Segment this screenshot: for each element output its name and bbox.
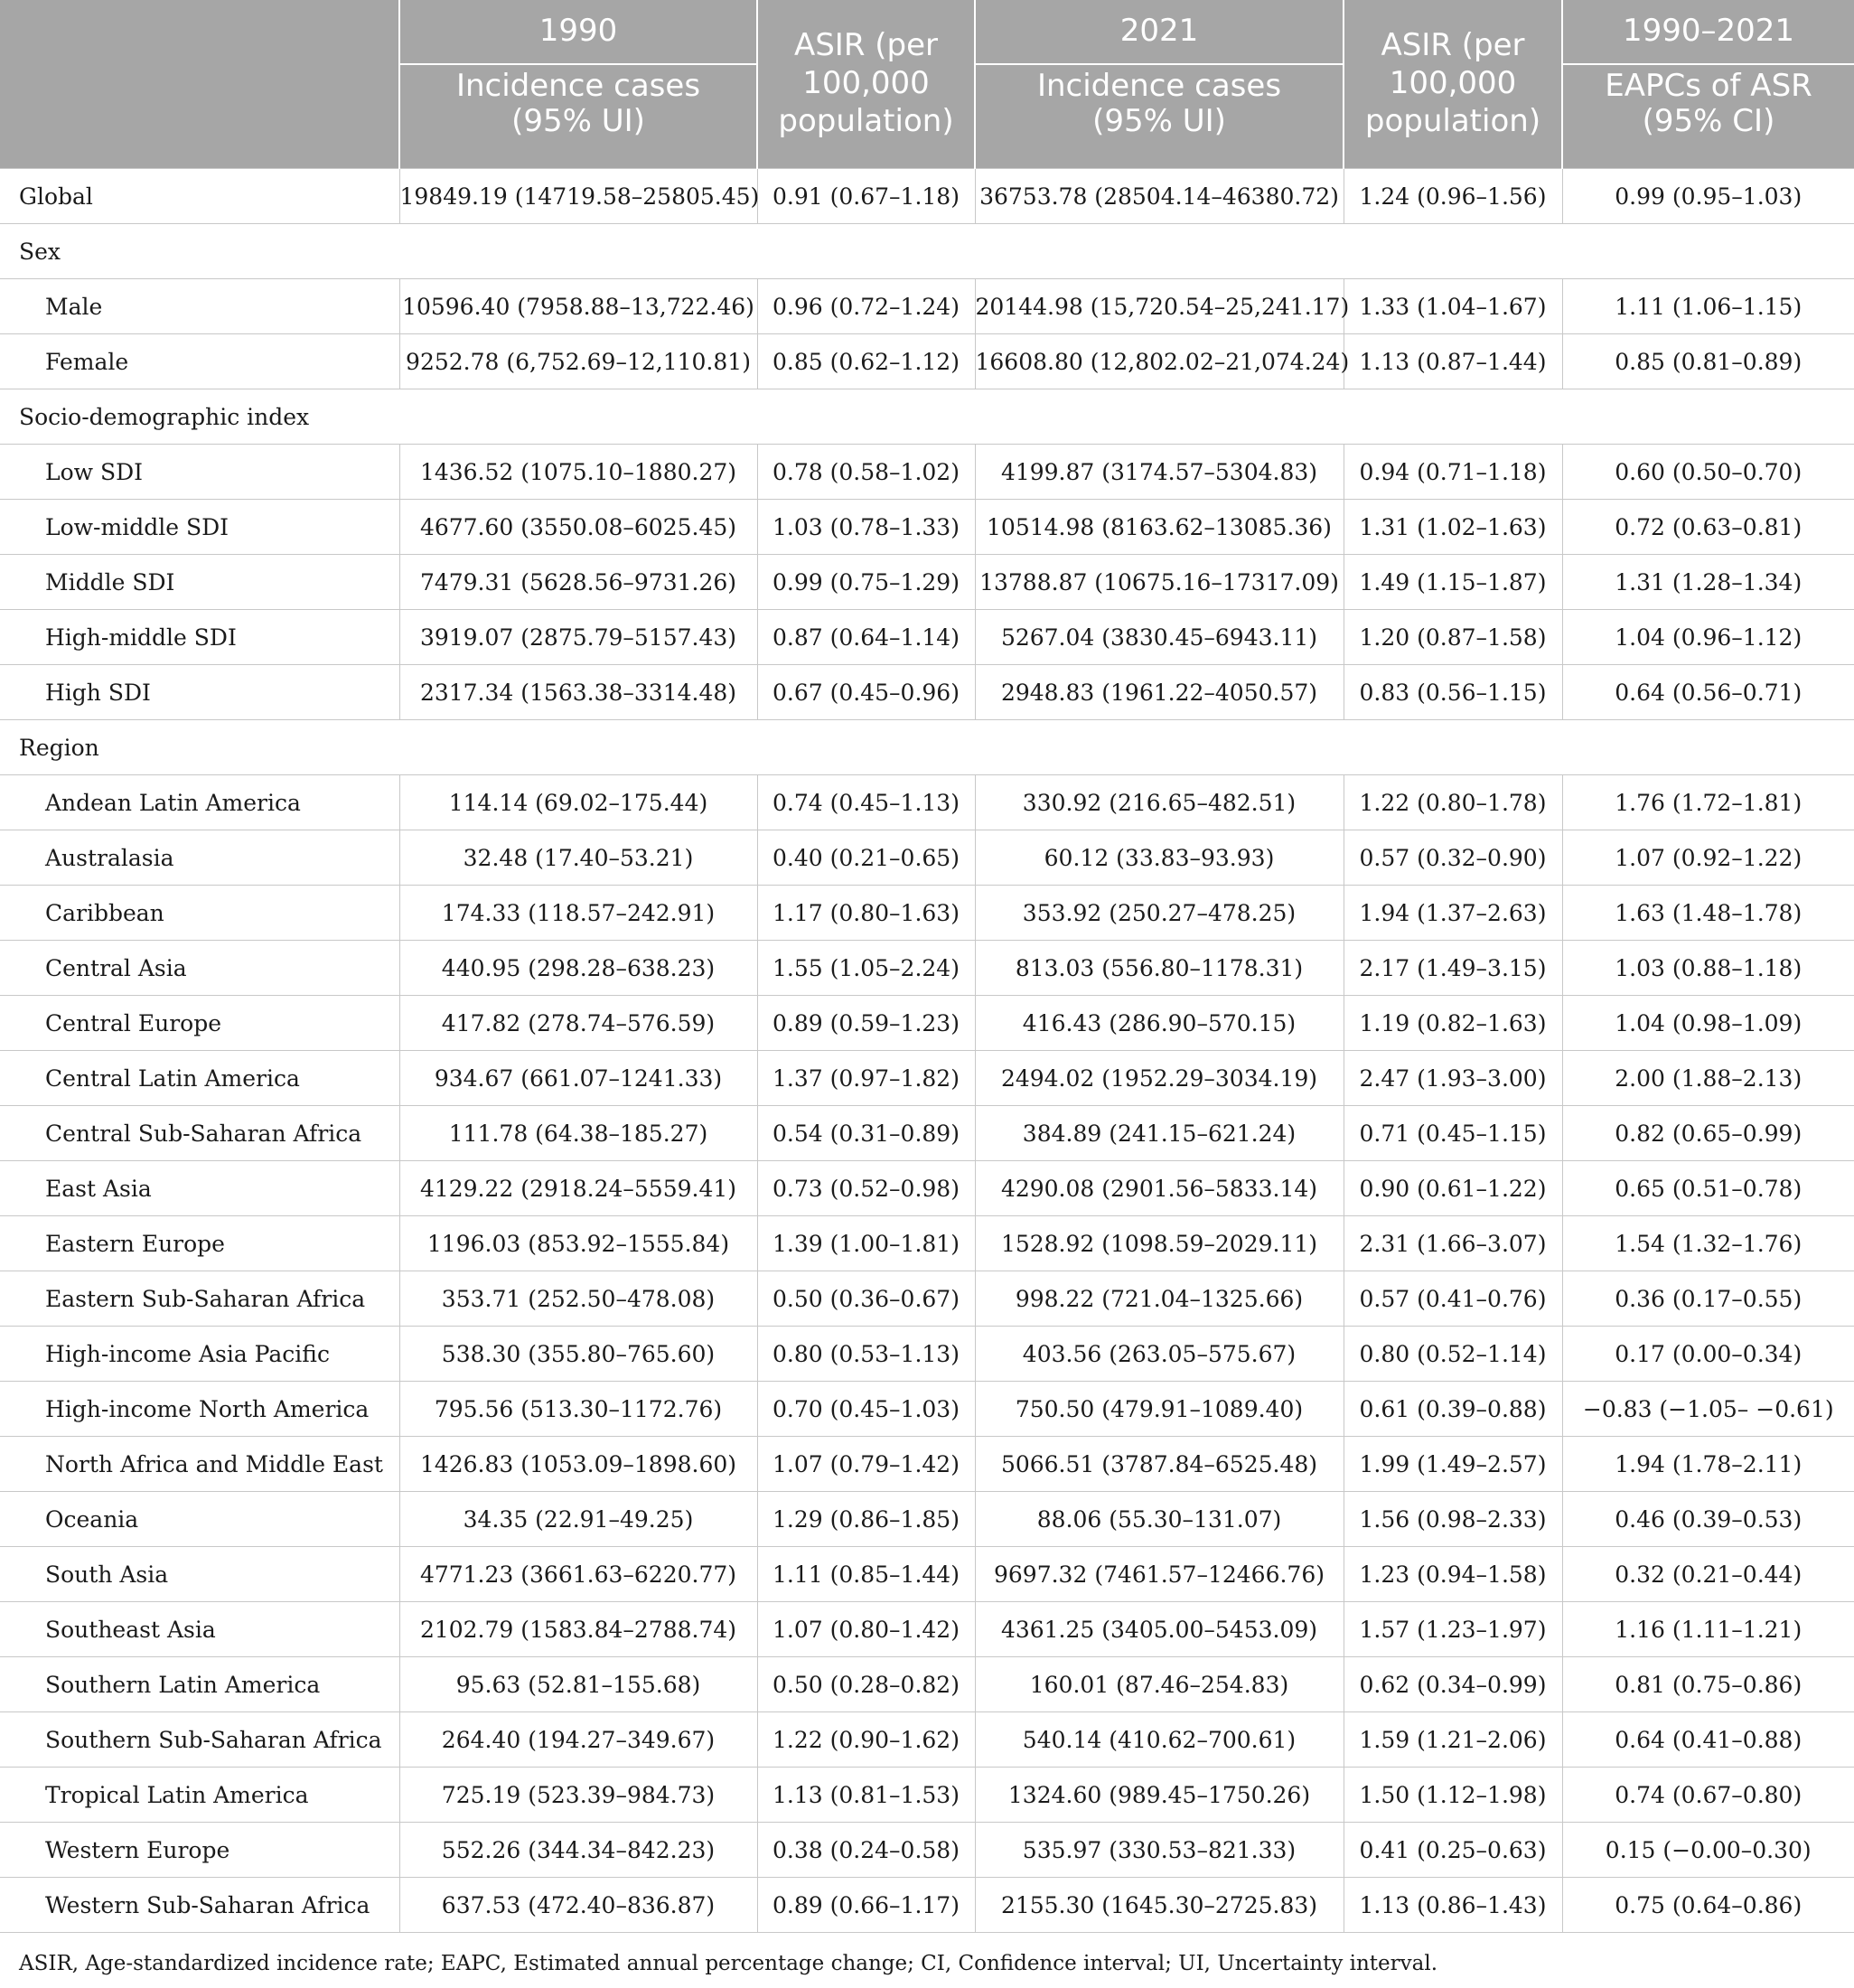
eapc-cell: 1.63 (1.48–1.78) — [1562, 886, 1854, 941]
cases-1990-cell: 7479.31 (5628.56–9731.26) — [399, 555, 757, 610]
asir-2021-cell: 1.99 (1.49–2.57) — [1344, 1437, 1562, 1492]
eapc-cell: 1.76 (1.72–1.81) — [1562, 775, 1854, 830]
eapc-cell: 1.04 (0.96–1.12) — [1562, 610, 1854, 665]
cases-2021-cell: 160.01 (87.46–254.83) — [975, 1657, 1344, 1712]
cases-2021-cell: 2155.30 (1645.30–2725.83) — [975, 1878, 1344, 1933]
asir-2021-cell: 1.13 (0.86–1.43) — [1344, 1878, 1562, 1933]
cases-1990-cell: 264.40 (194.27–349.67) — [399, 1712, 757, 1768]
header-asir-1990-line2: 100,000 — [802, 65, 930, 102]
eapc-cell: 0.65 (0.51–0.78) — [1562, 1161, 1854, 1216]
cases-1990-cell: 2102.79 (1583.84–2788.74) — [399, 1602, 757, 1657]
table-row — [0, 1106, 1854, 1161]
table-row — [0, 1161, 1854, 1216]
row-label: Male — [0, 279, 399, 334]
table-row — [0, 1216, 1854, 1271]
table-row — [0, 1327, 1854, 1382]
table-row — [0, 1382, 1854, 1437]
row-label: Female — [0, 334, 399, 389]
eapc-cell: 0.85 (0.81–0.89) — [1562, 334, 1854, 389]
table-row — [0, 830, 1854, 886]
header-asir-2021 — [1344, 0, 1562, 169]
row-label: Southern Latin America — [0, 1657, 399, 1712]
asir-1990-cell: 1.55 (1.05–2.24) — [757, 941, 975, 996]
table-row — [0, 445, 1854, 500]
eapc-cell: 1.04 (0.98–1.09) — [1562, 996, 1854, 1051]
header-eapc-line2: (95% CI) — [1642, 103, 1775, 140]
header-cases-1990-line1: Incidence cases — [455, 68, 701, 104]
cases-1990-cell: 353.71 (252.50–478.08) — [399, 1271, 757, 1327]
header-cases-1990 — [399, 64, 757, 169]
cases-2021-cell: 416.43 (286.90–570.15) — [975, 996, 1344, 1051]
asir-2021-cell: 0.61 (0.39–0.88) — [1344, 1382, 1562, 1437]
section-row — [0, 389, 1854, 445]
asir-1990-cell: 0.38 (0.24–0.58) — [757, 1823, 975, 1878]
asir-1990-cell: 0.80 (0.53–1.13) — [757, 1327, 975, 1382]
eapc-cell: 0.32 (0.21–0.44) — [1562, 1547, 1854, 1602]
row-label: Australasia — [0, 830, 399, 886]
row-label: Western Sub-Saharan Africa — [0, 1878, 399, 1933]
asir-2021-cell: 2.47 (1.93–3.00) — [1344, 1051, 1562, 1106]
table-row — [0, 886, 1854, 941]
row-label: Central Asia — [0, 941, 399, 996]
cases-1990-cell: 32.48 (17.40–53.21) — [399, 830, 757, 886]
header-cases-1990-line2: (95% UI) — [511, 103, 645, 140]
cases-1990-cell: 795.56 (513.30–1172.76) — [399, 1382, 757, 1437]
header-asir-1990-line3: population) — [778, 102, 954, 139]
asir-2021-cell: 1.20 (0.87–1.58) — [1344, 610, 1562, 665]
row-label: Eastern Europe — [0, 1216, 399, 1271]
table-row — [0, 1768, 1854, 1823]
row-label: Low-middle SDI — [0, 500, 399, 555]
eapc-cell: 0.74 (0.67–0.80) — [1562, 1768, 1854, 1823]
row-label: Central Sub-Saharan Africa — [0, 1106, 399, 1161]
asir-2021-cell: 1.22 (0.80–1.78) — [1344, 775, 1562, 830]
asir-1990-cell: 0.73 (0.52–0.98) — [757, 1161, 975, 1216]
eapc-cell: 0.60 (0.50–0.70) — [1562, 445, 1854, 500]
header-eapc — [1562, 64, 1854, 169]
row-label: Tropical Latin America — [0, 1768, 399, 1823]
cases-2021-cell: 20144.98 (15,720.54–25,241.17) — [975, 279, 1344, 334]
asir-1990-cell: 0.89 (0.59–1.23) — [757, 996, 975, 1051]
asir-1990-cell: 1.07 (0.80–1.42) — [757, 1602, 975, 1657]
cases-2021-cell: 10514.98 (8163.62–13085.36) — [975, 500, 1344, 555]
cases-2021-cell: 13788.87 (10675.16–17317.09) — [975, 555, 1344, 610]
header-year-1990: 1990 — [399, 0, 757, 64]
asir-1990-cell: 0.40 (0.21–0.65) — [757, 830, 975, 886]
table-row — [0, 665, 1854, 720]
eapc-cell: 0.46 (0.39–0.53) — [1562, 1492, 1854, 1547]
row-label: Central Latin America — [0, 1051, 399, 1106]
cases-1990-cell: 637.53 (472.40–836.87) — [399, 1878, 757, 1933]
asir-1990-cell: 0.87 (0.64–1.14) — [757, 610, 975, 665]
row-label: Low SDI — [0, 445, 399, 500]
table-row — [0, 1878, 1854, 1933]
cases-2021-cell: 1528.92 (1098.59–2029.11) — [975, 1216, 1344, 1271]
asir-1990-cell: 1.39 (1.00–1.81) — [757, 1216, 975, 1271]
asir-2021-cell: 2.31 (1.66–3.07) — [1344, 1216, 1562, 1271]
row-label: Andean Latin America — [0, 775, 399, 830]
row-label: South Asia — [0, 1547, 399, 1602]
table-row — [0, 1823, 1854, 1878]
table-row — [0, 1602, 1854, 1657]
table-row — [0, 996, 1854, 1051]
eapc-cell: 1.31 (1.28–1.34) — [1562, 555, 1854, 610]
row-label: Southern Sub-Saharan Africa — [0, 1712, 399, 1768]
asir-2021-cell: 0.57 (0.41–0.76) — [1344, 1271, 1562, 1327]
table-row — [0, 1657, 1854, 1712]
header-year-range: 1990–2021 — [1562, 0, 1854, 64]
asir-2021-cell: 1.24 (0.96–1.56) — [1344, 169, 1562, 224]
asir-2021-cell: 1.56 (0.98–2.33) — [1344, 1492, 1562, 1547]
cases-1990-cell: 2317.34 (1563.38–3314.48) — [399, 665, 757, 720]
asir-1990-cell: 0.99 (0.75–1.29) — [757, 555, 975, 610]
asir-1990-cell: 1.37 (0.97–1.82) — [757, 1051, 975, 1106]
section-label: Socio-demographic index — [0, 389, 1854, 445]
row-label: High-income North America — [0, 1382, 399, 1437]
asir-2021-cell: 0.62 (0.34–0.99) — [1344, 1657, 1562, 1712]
row-label: Oceania — [0, 1492, 399, 1547]
cases-1990-cell: 417.82 (278.74–576.59) — [399, 996, 757, 1051]
cases-1990-cell: 10596.40 (7958.88–13,722.46) — [399, 279, 757, 334]
cases-1990-cell: 4771.23 (3661.63–6220.77) — [399, 1547, 757, 1602]
header-cases-2021-line2: (95% UI) — [1092, 103, 1226, 140]
asir-2021-cell: 1.31 (1.02–1.63) — [1344, 500, 1562, 555]
header-asir-1990-line1: ASIR (per — [793, 27, 939, 64]
cases-2021-cell: 330.92 (216.65–482.51) — [975, 775, 1344, 830]
cases-1990-cell: 552.26 (344.34–842.23) — [399, 1823, 757, 1878]
eapc-cell: 0.64 (0.56–0.71) — [1562, 665, 1854, 720]
table-row — [0, 500, 1854, 555]
cases-1990-cell: 9252.78 (6,752.69–12,110.81) — [399, 334, 757, 389]
asir-2021-cell: 1.50 (1.12–1.98) — [1344, 1768, 1562, 1823]
eapc-cell: 0.81 (0.75–0.86) — [1562, 1657, 1854, 1712]
asir-1990-cell: 0.70 (0.45–1.03) — [757, 1382, 975, 1437]
cases-2021-cell: 750.50 (479.91–1089.40) — [975, 1382, 1344, 1437]
table-row — [0, 1051, 1854, 1106]
asir-2021-cell: 2.17 (1.49–3.15) — [1344, 941, 1562, 996]
asir-2021-cell: 0.83 (0.56–1.15) — [1344, 665, 1562, 720]
header-cases-2021 — [975, 64, 1344, 169]
cases-1990-cell: 1196.03 (853.92–1555.84) — [399, 1216, 757, 1271]
table-body — [0, 169, 1854, 1933]
row-label: North Africa and Middle East — [0, 1437, 399, 1492]
cases-2021-cell: 2948.83 (1961.22–4050.57) — [975, 665, 1344, 720]
table-row — [0, 334, 1854, 389]
section-label: Sex — [0, 224, 1854, 279]
cases-2021-cell: 36753.78 (28504.14–46380.72) — [975, 169, 1344, 224]
table-row — [0, 1437, 1854, 1492]
eapc-cell: 0.72 (0.63–0.81) — [1562, 500, 1854, 555]
cases-1990-cell: 95.63 (52.81–155.68) — [399, 1657, 757, 1712]
eapc-cell: 2.00 (1.88–2.13) — [1562, 1051, 1854, 1106]
cases-2021-cell: 998.22 (721.04–1325.66) — [975, 1271, 1344, 1327]
eapc-cell: 0.75 (0.64–0.86) — [1562, 1878, 1854, 1933]
asir-2021-cell: 1.13 (0.87–1.44) — [1344, 334, 1562, 389]
asir-1990-cell: 0.50 (0.36–0.67) — [757, 1271, 975, 1327]
eapc-cell: 1.03 (0.88–1.18) — [1562, 941, 1854, 996]
asir-2021-cell: 1.49 (1.15–1.87) — [1344, 555, 1562, 610]
asir-1990-cell: 0.50 (0.28–0.82) — [757, 1657, 975, 1712]
cases-1990-cell: 538.30 (355.80–765.60) — [399, 1327, 757, 1382]
eapc-cell: 1.07 (0.92–1.22) — [1562, 830, 1854, 886]
cases-1990-cell: 934.67 (661.07–1241.33) — [399, 1051, 757, 1106]
header-asir-2021-line2: 100,000 — [1389, 65, 1517, 102]
cases-2021-cell: 5066.51 (3787.84–6525.48) — [975, 1437, 1344, 1492]
cases-1990-cell: 174.33 (118.57–242.91) — [399, 886, 757, 941]
row-label: High-middle SDI — [0, 610, 399, 665]
eapc-cell: 0.15 (−0.00–0.30) — [1562, 1823, 1854, 1878]
cases-2021-cell: 4199.87 (3174.57–5304.83) — [975, 445, 1344, 500]
asir-2021-cell: 1.19 (0.82–1.63) — [1344, 996, 1562, 1051]
cases-1990-cell: 1436.52 (1075.10–1880.27) — [399, 445, 757, 500]
asir-1990-cell: 0.54 (0.31–0.89) — [757, 1106, 975, 1161]
header-year-2021: 2021 — [975, 0, 1344, 64]
table-header — [0, 0, 1854, 169]
asir-2021-cell: 1.94 (1.37–2.63) — [1344, 886, 1562, 941]
table-row — [0, 555, 1854, 610]
section-row — [0, 224, 1854, 279]
cases-1990-cell: 1426.83 (1053.09–1898.60) — [399, 1437, 757, 1492]
table-row — [0, 1271, 1854, 1327]
cases-2021-cell: 540.14 (410.62–700.61) — [975, 1712, 1344, 1768]
header-eapc-line1: EAPCs of ASR — [1605, 68, 1812, 104]
row-label: Western Europe — [0, 1823, 399, 1878]
cases-1990-cell: 111.78 (64.38–185.27) — [399, 1106, 757, 1161]
asir-2021-cell: 1.59 (1.21–2.06) — [1344, 1712, 1562, 1768]
asir-1990-cell: 0.85 (0.62–1.12) — [757, 334, 975, 389]
cases-2021-cell: 1324.60 (989.45–1750.26) — [975, 1768, 1344, 1823]
cases-2021-cell: 403.56 (263.05–575.67) — [975, 1327, 1344, 1382]
row-label: Caribbean — [0, 886, 399, 941]
table-row — [0, 169, 1854, 224]
asir-2021-cell: 1.33 (1.04–1.67) — [1344, 279, 1562, 334]
cases-1990-cell: 114.14 (69.02–175.44) — [399, 775, 757, 830]
asir-2021-cell: 0.71 (0.45–1.15) — [1344, 1106, 1562, 1161]
header-stub — [0, 0, 399, 169]
cases-2021-cell: 384.89 (241.15–621.24) — [975, 1106, 1344, 1161]
eapc-cell: 0.36 (0.17–0.55) — [1562, 1271, 1854, 1327]
eapc-cell: 1.16 (1.11–1.21) — [1562, 1602, 1854, 1657]
cases-2021-cell: 4361.25 (3405.00–5453.09) — [975, 1602, 1344, 1657]
asir-1990-cell: 0.74 (0.45–1.13) — [757, 775, 975, 830]
row-label: Middle SDI — [0, 555, 399, 610]
row-label: Southeast Asia — [0, 1602, 399, 1657]
eapc-cell: 0.17 (0.00–0.34) — [1562, 1327, 1854, 1382]
cases-1990-cell: 19849.19 (14719.58–25805.45) — [399, 169, 757, 224]
asir-2021-cell: 1.57 (1.23–1.97) — [1344, 1602, 1562, 1657]
asir-2021-cell: 0.57 (0.32–0.90) — [1344, 830, 1562, 886]
asir-1990-cell: 0.67 (0.45–0.96) — [757, 665, 975, 720]
eapc-cell: −0.83 (−1.05– −0.61) — [1562, 1382, 1854, 1437]
table-row — [0, 1547, 1854, 1602]
asir-2021-cell: 0.94 (0.71–1.18) — [1344, 445, 1562, 500]
cases-2021-cell: 5267.04 (3830.45–6943.11) — [975, 610, 1344, 665]
table-row — [0, 941, 1854, 996]
asir-1990-cell: 0.78 (0.58–1.02) — [757, 445, 975, 500]
cases-2021-cell: 16608.80 (12,802.02–21,074.24) — [975, 334, 1344, 389]
asir-1990-cell: 1.07 (0.79–1.42) — [757, 1437, 975, 1492]
cases-2021-cell: 4290.08 (2901.56–5833.14) — [975, 1161, 1344, 1216]
eapc-cell: 0.82 (0.65–0.99) — [1562, 1106, 1854, 1161]
cases-2021-cell: 2494.02 (1952.29–3034.19) — [975, 1051, 1344, 1106]
eapc-cell: 1.54 (1.32–1.76) — [1562, 1216, 1854, 1271]
eapc-cell: 1.11 (1.06–1.15) — [1562, 279, 1854, 334]
eapc-cell: 0.64 (0.41–0.88) — [1562, 1712, 1854, 1768]
asir-1990-cell: 0.89 (0.66–1.17) — [757, 1878, 975, 1933]
cases-1990-cell: 4129.22 (2918.24–5559.41) — [399, 1161, 757, 1216]
eapc-cell: 0.99 (0.95–1.03) — [1562, 169, 1854, 224]
cases-2021-cell: 88.06 (55.30–131.07) — [975, 1492, 1344, 1547]
section-label: Region — [0, 720, 1854, 775]
cases-1990-cell: 34.35 (22.91–49.25) — [399, 1492, 757, 1547]
cases-2021-cell: 60.12 (33.83–93.93) — [975, 830, 1344, 886]
asir-2021-cell: 0.90 (0.61–1.22) — [1344, 1161, 1562, 1216]
row-label: High SDI — [0, 665, 399, 720]
table-footnote: ASIR, Age-standardized incidence rate; EAPC, Estimated annual percentage change; CI, Confidence interval; UI, Uncertainty interval. — [19, 1952, 1438, 1975]
asir-2021-cell: 0.80 (0.52–1.14) — [1344, 1327, 1562, 1382]
cases-2021-cell: 813.03 (556.80–1178.31) — [975, 941, 1344, 996]
asir-1990-cell: 0.91 (0.67–1.18) — [757, 169, 975, 224]
cases-1990-cell: 3919.07 (2875.79–5157.43) — [399, 610, 757, 665]
asir-1990-cell: 1.03 (0.78–1.33) — [757, 500, 975, 555]
row-label: Global — [0, 169, 399, 224]
table-row — [0, 1492, 1854, 1547]
asir-1990-cell: 0.96 (0.72–1.24) — [757, 279, 975, 334]
header-asir-2021-line1: ASIR (per — [1381, 27, 1525, 64]
section-row — [0, 720, 1854, 775]
cases-1990-cell: 440.95 (298.28–638.23) — [399, 941, 757, 996]
asir-1990-cell: 1.11 (0.85–1.44) — [757, 1547, 975, 1602]
table-row — [0, 279, 1854, 334]
asir-1990-cell: 1.13 (0.81–1.53) — [757, 1768, 975, 1823]
table-row — [0, 1712, 1854, 1768]
eapc-cell: 1.94 (1.78–2.11) — [1562, 1437, 1854, 1492]
asir-2021-cell: 1.23 (0.94–1.58) — [1344, 1547, 1562, 1602]
table-row — [0, 775, 1854, 830]
row-label: Central Europe — [0, 996, 399, 1051]
row-label: East Asia — [0, 1161, 399, 1216]
asir-1990-cell: 1.22 (0.90–1.62) — [757, 1712, 975, 1768]
table-row — [0, 610, 1854, 665]
row-label: Eastern Sub-Saharan Africa — [0, 1271, 399, 1327]
cases-1990-cell: 725.19 (523.39–984.73) — [399, 1768, 757, 1823]
header-asir-1990 — [757, 0, 975, 169]
asir-1990-cell: 1.29 (0.86–1.85) — [757, 1492, 975, 1547]
asir-1990-cell: 1.17 (0.80–1.63) — [757, 886, 975, 941]
header-cases-2021-line1: Incidence cases — [1036, 68, 1282, 104]
asir-2021-cell: 0.41 (0.25–0.63) — [1344, 1823, 1562, 1878]
cases-2021-cell: 535.97 (330.53–821.33) — [975, 1823, 1344, 1878]
cases-2021-cell: 9697.32 (7461.57–12466.76) — [975, 1547, 1344, 1602]
cases-2021-cell: 353.92 (250.27–478.25) — [975, 886, 1344, 941]
header-asir-2021-line3: population) — [1364, 102, 1541, 139]
row-label: High-income Asia Pacific — [0, 1327, 399, 1382]
cases-1990-cell: 4677.60 (3550.08–6025.45) — [399, 500, 757, 555]
